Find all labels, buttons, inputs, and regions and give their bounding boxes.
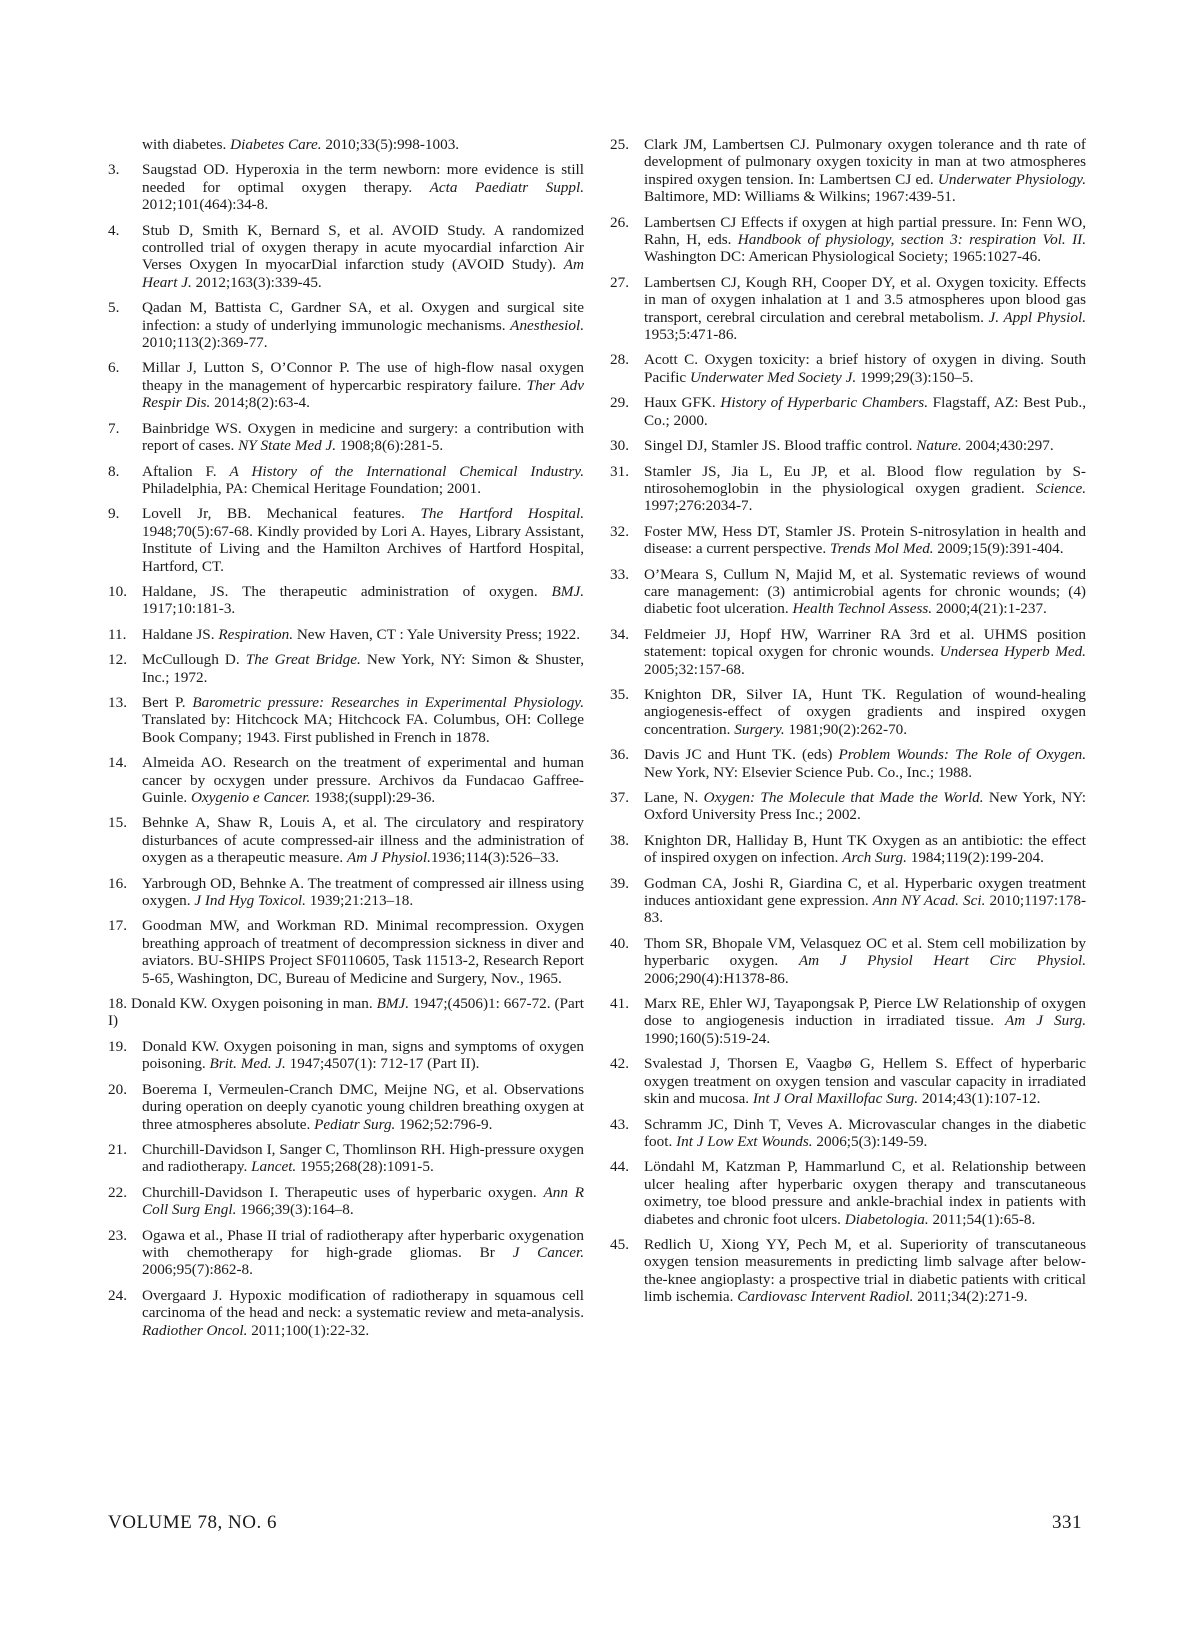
reference-text: Haldane, JS. The therapeutic administration of oxygen. <box>142 582 552 600</box>
reference-text: 1984;119(2):199-204. <box>906 849 1044 867</box>
reference-number: 7. <box>108 419 120 437</box>
reference-item <box>108 814 584 866</box>
reference-text: 2005;32:157-68. <box>644 660 745 678</box>
reference-text: Stub D, Smith K, Bernard S, et al. AVOID Study. A randomized controlled trial of oxygen therapy in acute myocardial infarction Air Verses Oxygen In myocarDial infarction study (AVOID Study). <box>142 221 584 274</box>
reference-number: 36. <box>610 746 629 764</box>
reference-text: Philadelphia, PA: Chemical Heritage Foundation; 2001. <box>142 479 482 497</box>
reference-journal-title: Underwater Physiology. <box>937 170 1086 188</box>
reference-text: Flagstaff, AZ: Best Pub., Co.; 2000. <box>644 394 1086 429</box>
reference-text: Donald KW. Oxygen poisoning in man. <box>130 995 377 1013</box>
reference-text: Churchill-Davidson I. Therapeutic uses of hyperbaric oxygen. <box>142 1183 544 1201</box>
reference-number: 28. <box>610 351 629 369</box>
reference-text: Löndahl M, Katzman P, Hammarlund C, et al. Relationship between ulcer healing after hyperbaric oxygen therapy and transcutaneous oximetry, toe blood pressure and ankle-brachial index in patients with diabetes and chronic foot ulcers. <box>644 1158 1086 1228</box>
reference-number: 9. <box>108 505 120 523</box>
references-right-column <box>610 136 1086 1314</box>
reference-text: 1990;160(5):519-24. <box>644 1029 771 1047</box>
reference-item <box>610 437 1086 454</box>
reference-text: Behnke A, Shaw R, Louis A, et al. The circulatory and respiratory disturbances of acute compressed-air illness and the administration of oxygen as a therapeutic measure. <box>142 814 584 867</box>
reference-item <box>108 1081 584 1133</box>
reference-journal-title: Diabetes Care. <box>230 136 322 153</box>
reference-number: 39. <box>610 874 629 892</box>
reference-text: 2009;15(9):391-404. <box>933 540 1064 558</box>
reference-journal-title: Cardiovasc Intervent Radiol. <box>737 1288 914 1306</box>
reference-journal-title: Handbook of physiology, section 3: respiration Vol. II. <box>737 231 1086 249</box>
reference-number: 27. <box>610 273 629 291</box>
reference-journal-title: Am J Physiol Heart Circ Physiol. <box>798 952 1086 970</box>
reference-number: 34. <box>610 625 629 643</box>
reference-journal-title: The Great Bridge. <box>245 651 361 669</box>
reference-item <box>610 789 1086 824</box>
reference-journal-title: J. Appl Physiol. <box>988 308 1086 326</box>
reference-item <box>610 394 1086 429</box>
reference-text: Translated by: Hitchcock MA; Hitchcock FA. Columbus, OH: College Book Company; 1943. First published in French in 1878. <box>142 711 584 746</box>
reference-text: Washington DC: American Physiological Society; 1965:1027-46. <box>644 248 1041 266</box>
reference-item <box>610 214 1086 266</box>
reference-number: 20. <box>108 1080 127 1098</box>
reference-item <box>108 505 584 575</box>
reference-journal-title: Trends Mol Med. <box>829 540 934 558</box>
reference-text: 1948;70(5):67-68. Kindly provided by Lori A. Hayes, Library Assistant, Institute of Living and the Hamilton Archives of Hartford Hospital, Hartford, CT. <box>142 522 584 575</box>
reference-text: with diabetes. <box>142 136 231 153</box>
reference-text: 2010;113(2):369-77. <box>142 334 268 352</box>
reference-text: New Haven, CT : Yale University Press; 1922. <box>293 625 581 643</box>
reference-text: 1997;276:2034-7. <box>644 497 753 515</box>
reference-journal-title: Acta Paediatr Suppl. <box>429 178 584 196</box>
reference-text: McCullough D. <box>142 651 246 669</box>
reference-item <box>108 1184 584 1219</box>
reference-number: 21. <box>108 1140 127 1158</box>
reference-number: 42. <box>610 1055 629 1073</box>
reference-number: 8. <box>108 462 120 480</box>
reference-text: Qadan M, Battista C, Gardner SA, et al. Oxygen and surgical site infection: a study of underlying immunologic mechanisms. <box>142 299 584 334</box>
reference-number: 30. <box>610 437 629 455</box>
reference-text: Knighton DR, Silver IA, Hunt TK. Regulation of wound-healing angiogenesis-effect of oxygen gradients and inspired oxygen concentration. <box>644 685 1086 738</box>
reference-number: 16. <box>108 874 127 892</box>
reference-item <box>108 694 584 746</box>
reference-text: 1939;21:213–18. <box>305 892 414 910</box>
reference-text: 1908;8(6):281-5. <box>336 437 444 455</box>
reference-item <box>610 463 1086 515</box>
reference-journal-title: The Hartford Hospital. <box>420 505 584 523</box>
reference-text: Yarbrough OD, Behnke A. The treatment of compressed air illness using oxygen. <box>142 874 584 910</box>
reference-item <box>108 420 584 455</box>
reference-journal-title: Radiother Oncol. <box>142 1321 248 1339</box>
reference-text: Lambertsen CJ, Kough RH, Cooper DY, et al. Oxygen toxicity. Effects in man of oxygen inhalation at 1 and 3.5 atmospheres upon blood gas transport, cerebral circulation and cerebral metabolism. <box>644 273 1086 326</box>
reference-text: Bainbridge WS. Oxygen in medicine and surgery: a contribution with report of cases. <box>142 419 584 455</box>
reference-item <box>610 351 1086 386</box>
reference-text: Goodman MW, and Workman RD. Minimal recompression. Oxygen breathing approach of treatment of decompression sickness in diver and aviators. BU-SHIPS Project SF0110605, Task 11513-2, Research Report 5-65, Washington, DC, Bureau of Medicine and Surgery, Nov., 1965. <box>142 917 584 987</box>
reference-item <box>610 995 1086 1047</box>
reference-journal-title: A History of the International Chemical Industry. <box>229 462 584 480</box>
reference-item <box>610 136 1086 206</box>
reference-text: 1999;29(3):150–5. <box>856 368 974 386</box>
reference-number: 25. <box>610 136 629 153</box>
reference-item <box>108 136 584 153</box>
reference-text: New York, NY: Elsevier Science Pub. Co., Inc.; 1988. <box>644 763 973 781</box>
reference-journal-title: Arch Surg. <box>842 849 907 867</box>
reference-journal-title: Am J Surg. <box>1005 1012 1086 1030</box>
reference-item <box>610 274 1086 344</box>
reference-journal-title: Undersea Hyperb Med. <box>939 643 1086 661</box>
reference-journal-title: Health Technol Assess. <box>792 600 933 618</box>
reference-journal-title: Science. <box>1035 479 1086 497</box>
reference-text: 1981;90(2):262-70. <box>784 720 908 738</box>
reference-text: 1953;5:471-86. <box>644 326 738 344</box>
reference-journal-title: Barometric pressure: Researches in Experimental Physiology. <box>192 693 584 711</box>
reference-item <box>610 1055 1086 1107</box>
reference-number: 24. <box>108 1286 127 1304</box>
reference-journal-title: Ther Adv Respir Dis. <box>142 376 585 412</box>
reference-journal-title: Underwater Med Society J. <box>689 368 857 386</box>
reference-item <box>108 651 584 686</box>
reference-journal-title: Ann NY Acad. Sci. <box>872 892 986 910</box>
reference-item <box>108 917 584 987</box>
reference-number: 3. <box>108 161 120 179</box>
reference-journal-title: Anesthesiol. <box>510 316 584 334</box>
reference-item <box>108 299 584 351</box>
reference-journal-title: NY State Med J. <box>238 437 337 455</box>
reference-journal-title: Brit. Med. J. <box>209 1055 286 1073</box>
references-left-column <box>108 136 584 1347</box>
reference-text: Lovell Jr, BB. Mechanical features. <box>142 505 421 523</box>
reference-text: Overgaard J. Hypoxic modification of radiotherapy in squamous cell carcinoma of the head and neck: a systematic review and meta-analysis. <box>142 1286 584 1322</box>
reference-text: Feldmeier JJ, Hopf HW, Warriner RA 3rd et al. UHMS position statement: topical oxygen for chronic wounds. <box>644 625 1086 661</box>
reference-item <box>108 995 584 1030</box>
reference-journal-title: Ann R Coll Surg Engl. <box>142 1183 584 1219</box>
reference-text: 2011;100(1):22-32. <box>247 1321 370 1339</box>
reference-journal-title: Am J Physiol. <box>346 849 431 867</box>
reference-number: 5. <box>108 299 120 317</box>
reference-text: Acott C. Oxygen toxicity: a brief history of oxygen in diving. South Pacific <box>644 351 1086 386</box>
reference-number: 41. <box>610 995 629 1013</box>
reference-text: Aftalion F. <box>142 462 230 480</box>
reference-journal-title: History of Hyperbaric Chambers. <box>720 394 928 412</box>
reference-text: 2000;4(21):1-237. <box>932 600 1047 618</box>
reference-number: 11. <box>108 625 127 643</box>
reference-text: Redlich U, Xiong YY, Pech M, et al. Superiority of transcutaneous oxygen tension measurements in predicting limb salvage after below-the-knee angioplasty: a prospective trial in diabetic patients with critical limb ischemia. <box>644 1235 1086 1306</box>
reference-item <box>610 523 1086 558</box>
reference-text: 2014;8(2):63-4. <box>210 394 310 412</box>
reference-text: Stamler JS, Jia L, Eu JP, et al. Blood flow regulation by S-ntirosohemoglobin in the physiological oxygen gradient. <box>644 462 1086 497</box>
reference-item <box>108 222 584 292</box>
reference-text: 1962;52:796-9. <box>395 1115 493 1133</box>
reference-number: 29. <box>610 394 629 412</box>
reference-journal-title: Nature. <box>916 437 962 455</box>
reference-text: 1955;268(28):1091-5. <box>296 1158 434 1176</box>
reference-text: 2006;5(3):149-59. <box>812 1132 928 1150</box>
reference-number: 33. <box>610 565 629 583</box>
reference-item <box>610 1116 1086 1151</box>
reference-journal-title: J Cancer. <box>512 1243 584 1261</box>
reference-number: 14. <box>108 754 127 772</box>
reference-journal-title: J Ind Hyg Toxicol. <box>194 892 306 910</box>
reference-text: Clark JM, Lambertsen CJ. Pulmonary oxygen tolerance and th rate of development of pulmonary oxygen toxicity in man at two atmospheres inspired oxygen tension. In: Lambertsen CJ ed. <box>644 136 1086 188</box>
reference-text: 2010;1197:178-83. <box>644 892 1086 927</box>
reference-text: 2004;430:297. <box>961 437 1054 455</box>
reference-number: 37. <box>610 789 629 806</box>
reference-text: Millar J, Lutton S, O’Connor P. The use of high-flow nasal oxygen theapy in the management of hypercarbic respiratory failure. <box>142 359 584 394</box>
reference-number: 23. <box>108 1226 127 1244</box>
reference-text: Schramm JC, Dinh T, Veves A. Microvascular changes in the diabetic foot. <box>644 1115 1086 1150</box>
reference-number: 26. <box>610 213 629 231</box>
reference-text: Svalestad J, Thorsen E, Vaagbø G, Hellem S. Effect of hyperbaric oxygen treatment on oxygen tension and vascular capacity in irradiated skin and mucosa. <box>644 1055 1086 1108</box>
reference-item <box>610 832 1086 867</box>
reference-text: 2006;95(7):862-8. <box>142 1261 253 1279</box>
reference-text: Foster MW, Hess DT, Stamler JS. Protein S-nitrosylation in health and disease: a current perspective. <box>644 522 1086 558</box>
reference-text: 1966;39(3):164–8. <box>236 1201 354 1219</box>
reference-journal-title: Am Heart J. <box>142 256 584 291</box>
reference-item <box>108 161 584 213</box>
reference-item <box>610 626 1086 678</box>
reference-item <box>610 746 1086 781</box>
reference-number: 6. <box>108 359 120 377</box>
reference-text: 2014;43(1):107-12. <box>918 1090 1041 1108</box>
reference-number: 4. <box>108 221 120 239</box>
reference-text: Knighton DR, Halliday B, Hunt TK Oxygen as an antibiotic: the effect of inspired oxygen on infection. <box>644 831 1086 867</box>
reference-journal-title: Problem Wounds: The Role of Oxygen. <box>838 746 1086 764</box>
reference-number: 32. <box>610 522 629 540</box>
reference-text: 1938;(suppl):29-36. <box>310 789 436 806</box>
reference-text: Davis JC and Hunt TK. (eds) <box>644 746 839 764</box>
reference-text: 1947;(4506)1: 667-72. (Part I) <box>108 995 584 1030</box>
reference-text: Singel DJ, Stamler JS. Blood traffic control. <box>644 437 917 455</box>
reference-item <box>108 463 584 498</box>
reference-number: 13. <box>108 693 127 711</box>
reference-number: 15. <box>108 814 127 832</box>
reference-number: 45. <box>610 1235 629 1253</box>
reference-text: 1936;114(3):526–33. <box>430 849 559 867</box>
reference-number: 19. <box>108 1037 127 1055</box>
reference-text: Haux GFK. <box>644 394 721 412</box>
reference-text: Godman CA, Joshi R, Giardina C, et al. Hyperbaric oxygen treatment induces antioxidant gene expression. <box>644 874 1086 910</box>
reference-text: Marx RE, Ehler WJ, Tayapongsak P, Pierce LW Relationship of oxygen dose to angiogenesis induction in irradiated tissue. <box>644 995 1086 1030</box>
reference-text: Thom SR, Bhopale VM, Velasquez OC et al. Stem cell mobilization by hyperbaric oxygen. <box>644 934 1086 970</box>
reference-text: New York, NY: Oxford University Press Inc.; 2002. <box>644 789 1086 824</box>
reference-item <box>610 686 1086 738</box>
reference-journal-title: Diabetologia. <box>844 1210 929 1228</box>
reference-text: Saugstad OD. Hyperoxia in the term newborn: more evidence is still needed for optimal oxygen therapy. <box>142 161 584 196</box>
reference-item <box>610 1158 1086 1228</box>
reference-item <box>108 1227 584 1279</box>
reference-journal-title: BMJ. <box>376 995 410 1013</box>
reference-number: 43. <box>610 1115 629 1133</box>
reference-item <box>108 754 584 806</box>
reference-item <box>108 1287 584 1339</box>
reference-item <box>610 1236 1086 1306</box>
reference-text: Lambertsen CJ Effects if oxygen at high partial pressure. In: Fenn WO, Rahn, H, eds. <box>644 213 1086 249</box>
reference-journal-title: Pediatr Surg. <box>314 1115 396 1133</box>
reference-journal-title: Lancet. <box>251 1158 297 1176</box>
reference-text: Ogawa et al., Phase II trial of radiotherapy after hyperbaric oxygenation with chemotherapy for high-grade gliomas. Br <box>142 1226 584 1261</box>
reference-number: 10. <box>108 582 127 600</box>
reference-text: Haldane JS. <box>142 625 219 643</box>
reference-journal-title: Int J Oral Maxillofac Surg. <box>752 1090 919 1108</box>
page-number: 331 <box>1052 1512 1082 1533</box>
reference-text: 1947;4507(1): 712-17 (Part II). <box>285 1055 480 1073</box>
reference-text: Donald KW. Oxygen poisoning in man, signs and symptoms of oxygen poisoning. <box>142 1037 584 1073</box>
reference-text: 2011;54(1):65-8. <box>928 1210 1036 1228</box>
reference-text: New York, NY: Simon & Shuster, Inc.; 1972. <box>142 651 584 686</box>
reference-number: 31. <box>610 462 629 480</box>
reference-number: 38. <box>610 831 629 849</box>
reference-text: Bert P. <box>142 693 193 711</box>
reference-number: 17. <box>108 917 127 935</box>
reference-journal-title: Oxygen: The Molecule that Made the World. <box>703 789 984 806</box>
reference-text: 1917;10:181-3. <box>142 600 236 618</box>
reference-item <box>610 935 1086 987</box>
reference-text: 2012;101(464):34-8. <box>142 196 269 214</box>
reference-item <box>108 875 584 910</box>
reference-text: Boerema I, Vermeulen-Cranch DMC, Meijne NG, et al. Observations during operation on deeply cyanotic young children breathing oxygen at three atmospheres absolute. <box>142 1080 584 1133</box>
reference-number: 40. <box>610 934 629 952</box>
reference-text: 2006;290(4):H1378-86. <box>644 969 789 987</box>
reference-item <box>610 875 1086 927</box>
reference-number: 12. <box>108 651 127 669</box>
reference-number: 22. <box>108 1183 127 1201</box>
reference-number: 18. <box>108 995 127 1013</box>
reference-text: Lane, N. <box>644 789 704 806</box>
reference-item <box>108 1038 584 1073</box>
reference-item <box>108 359 584 411</box>
reference-text: 2011;34(2):271-9. <box>913 1288 1028 1306</box>
volume-footer: VOLUME 78, NO. 6 <box>108 1512 277 1533</box>
reference-journal-title: Oxygenio e Cancer. <box>190 789 311 806</box>
reference-item <box>108 1141 584 1176</box>
reference-journal-title: BMJ. <box>551 582 584 600</box>
reference-item <box>108 626 584 643</box>
reference-journal-title: Int J Low Ext Wounds. <box>676 1132 813 1150</box>
reference-item <box>108 583 584 618</box>
reference-journal-title: Surgery. <box>734 720 785 738</box>
reference-text: Almeida AO. Research on the treatment of experimental and human cancer by ocxygen under pressure. Archivos da Fundacao Gaffree-Guinle. <box>142 754 584 806</box>
reference-item <box>610 566 1086 618</box>
reference-text: 2012;163(3):339-45. <box>191 273 322 291</box>
reference-number: 44. <box>610 1158 629 1176</box>
reference-text: O’Meara S, Cullum N, Majid M, et al. Systematic reviews of wound care management: (3) antimicrobial agents for chronic wounds; (4) diabetic foot ulceration. <box>644 565 1086 618</box>
reference-text: Churchill-Davidson I, Sanger C, Thomlinson RH. High-pressure oxygen and radiotherapy. <box>142 1140 584 1176</box>
reference-number: 35. <box>610 685 629 703</box>
reference-journal-title: Respiration. <box>218 625 294 643</box>
reference-text: Baltimore, MD: Williams & Wilkins; 1967:439-51. <box>644 188 956 206</box>
reference-text: 2010;33(5):998-1003. <box>321 136 460 153</box>
